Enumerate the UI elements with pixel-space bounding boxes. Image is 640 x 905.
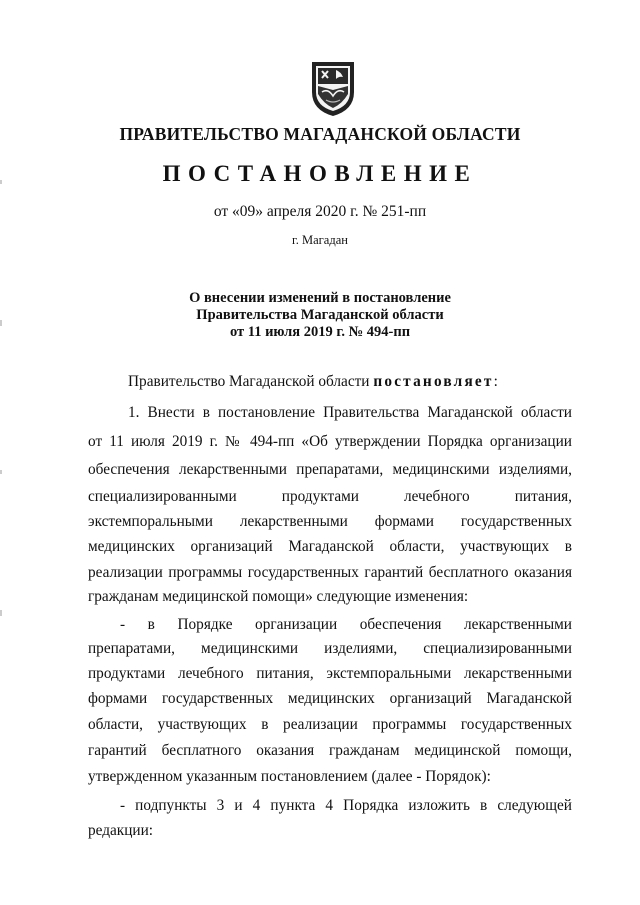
- intro-paragraph: [128, 373, 572, 391]
- body-line: области, участвующих в реализации программы государственных: [88, 716, 572, 733]
- body-line: продуктами лечебного питания, экстемпоральными лекарственными: [88, 665, 572, 682]
- body-line: 1. Внести в постановление Правительства Магаданской области: [128, 404, 572, 421]
- body-line: препаратами, медицинскими изделиями, специализированными: [88, 640, 572, 657]
- body-line: экстемпоральными лекарственными формами государственных: [88, 513, 572, 530]
- body-line: гарантий бесплатного оказания гражданам медицинской помощи,: [88, 742, 572, 759]
- body-line: редакции:: [88, 822, 154, 839]
- body-line: медицинских организаций Магаданской области, участвующих в: [88, 538, 572, 555]
- body-line: специализированными продуктами лечебного питания,: [88, 488, 572, 505]
- body-line: реализации программы государственных гарантий бесплатного оказания: [88, 564, 572, 581]
- document-type-title: ПОСТАНОВЛЕНИЕ: [162, 161, 478, 186]
- intro-decree-word: постановляет: [373, 373, 494, 390]
- body-line: гражданам медицинской помощи» следующие изменения:: [88, 588, 469, 605]
- body-line: - в Порядке организации обеспечения лекарственными: [120, 616, 572, 633]
- body-line: от 11 июля 2019 г. № 494-пп «Об утверждении Порядка организации: [88, 433, 572, 450]
- intro-prefix: Правительство Магаданской области: [128, 373, 374, 390]
- document-subject: [0, 290, 640, 341]
- intro-suffix: :: [493, 373, 498, 390]
- organization-title: ПРАВИТЕЛЬСТВО МАГАДАНСКОЙ ОБЛАСТИ: [119, 124, 521, 144]
- body-line: формами государственных медицинских организаций Магаданской: [88, 690, 572, 707]
- subject-line: от 11 июля 2019 г. № 494-пп: [229, 324, 411, 340]
- body-line: обеспечения лекарственными препаратами, медицинскими изделиями,: [88, 461, 572, 478]
- body-line: утвержденном указанным постановлением (далее - Порядок):: [88, 768, 491, 785]
- subject-line: О внесении изменений в постановление: [189, 290, 451, 306]
- document-date-number: от «09» апреля 2020 г. № 251-пп: [213, 203, 427, 220]
- body-line: - подпункты 3 и 4 пункта 4 Порядка изложить в следующей: [120, 797, 572, 814]
- document-city: г. Магадан: [292, 233, 348, 247]
- coat-of-arms-icon: [308, 58, 358, 118]
- subject-line: Правительства Магаданской области: [196, 307, 444, 323]
